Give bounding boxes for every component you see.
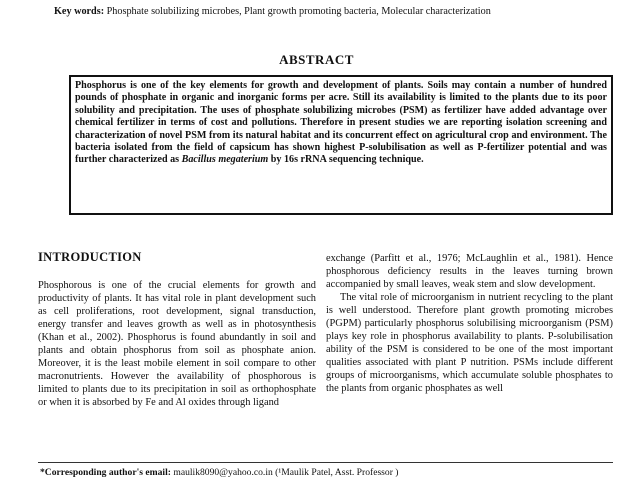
intro-paragraph-right-1: exchange (Parfitt et al., 1976; McLaughlin et al., 1981). Hence phosphorous deficiency results in the leaves turning brown accompanied by small leaves, weak stem and slow development. bbox=[326, 253, 613, 291]
keywords-line bbox=[54, 6, 614, 17]
abstract-text bbox=[75, 80, 607, 167]
intro-paragraph-right-2: The vital role of microorganism in nutrient recycling to the plant is well understood. Therefore plant growth promoting microbes (PGPM) particularly phosphorus solubilising microorganism (PSM) plays key role in phosphorus availability to plants. P-solubilisation ability of the PSM is considered to be one of the most important qualities associated with plant P nutrition. PSMs include different groups of microorganisms, which accumulate soluble phosphates to the plants from organic phosphates as well bbox=[326, 292, 613, 395]
footnote-label: *Corresponding author's email: bbox=[40, 467, 171, 478]
intro-paragraph-left: Phosphorous is one of the crucial elements for growth and productivity of plants. It has vital role in plant development such as cell proliferations, root development, signal transduction, energy transfer and leaves growth as well as in photosynthesis (Khan et al., 2002). Phosphorus is found abundantly in soil and plants and obtain phosphorus from soil as phosphate anion. Moreover, it is the least mobile element in soil compare to other macronutrients. However the availability of phosphorous is limited to plants due to its precipitation in soil as orthophosphate or when it is absorbed by Fe and Al oxides through ligand bbox=[38, 280, 316, 409]
abstract-text-end: by 16s rRNA sequencing technique. bbox=[268, 154, 424, 166]
abstract-text-main: Phosphorus is one of the key elements for growth and development of plants. Soils may contain a number of hundred pounds of phosphate in organic and inorganic forms per acre. Still its availability is limited to the plants due to its poor solubility and precipitation. The uses of phosphate solubilizing microbes (PSM) as fertilizer have added advantage over chemical fertilizer in terms of cost and pollutions. Therefore in present studies we are reporting isolation screening and characterization of novel PSM from its natural habitat and its concurrent effect on agricultural crop and environment. The bacteria isolated from the field of capsicum has shown highest P-solubilisation as well as P-fertilizer potential and was further characterized as bbox=[75, 80, 607, 166]
keywords-label: Key words: bbox=[54, 6, 105, 17]
left-column bbox=[38, 250, 316, 409]
footnote-text: maulik8090@yahoo.co.in (¹Maulik Patel, Asst. Professor ) bbox=[170, 467, 399, 478]
footnote-divider bbox=[38, 462, 613, 463]
introduction-heading: INTRODUCTION bbox=[38, 250, 142, 264]
abstract-title: ABSTRACT bbox=[279, 52, 354, 67]
right-column bbox=[326, 252, 613, 396]
keywords-text: Phosphate solubilizing microbes, Plant growth promoting bacteria, Molecular characterization bbox=[104, 6, 491, 17]
abstract-box bbox=[69, 75, 613, 215]
corresponding-author-footnote bbox=[40, 467, 615, 478]
abstract-species: Bacillus megaterium bbox=[181, 154, 269, 166]
